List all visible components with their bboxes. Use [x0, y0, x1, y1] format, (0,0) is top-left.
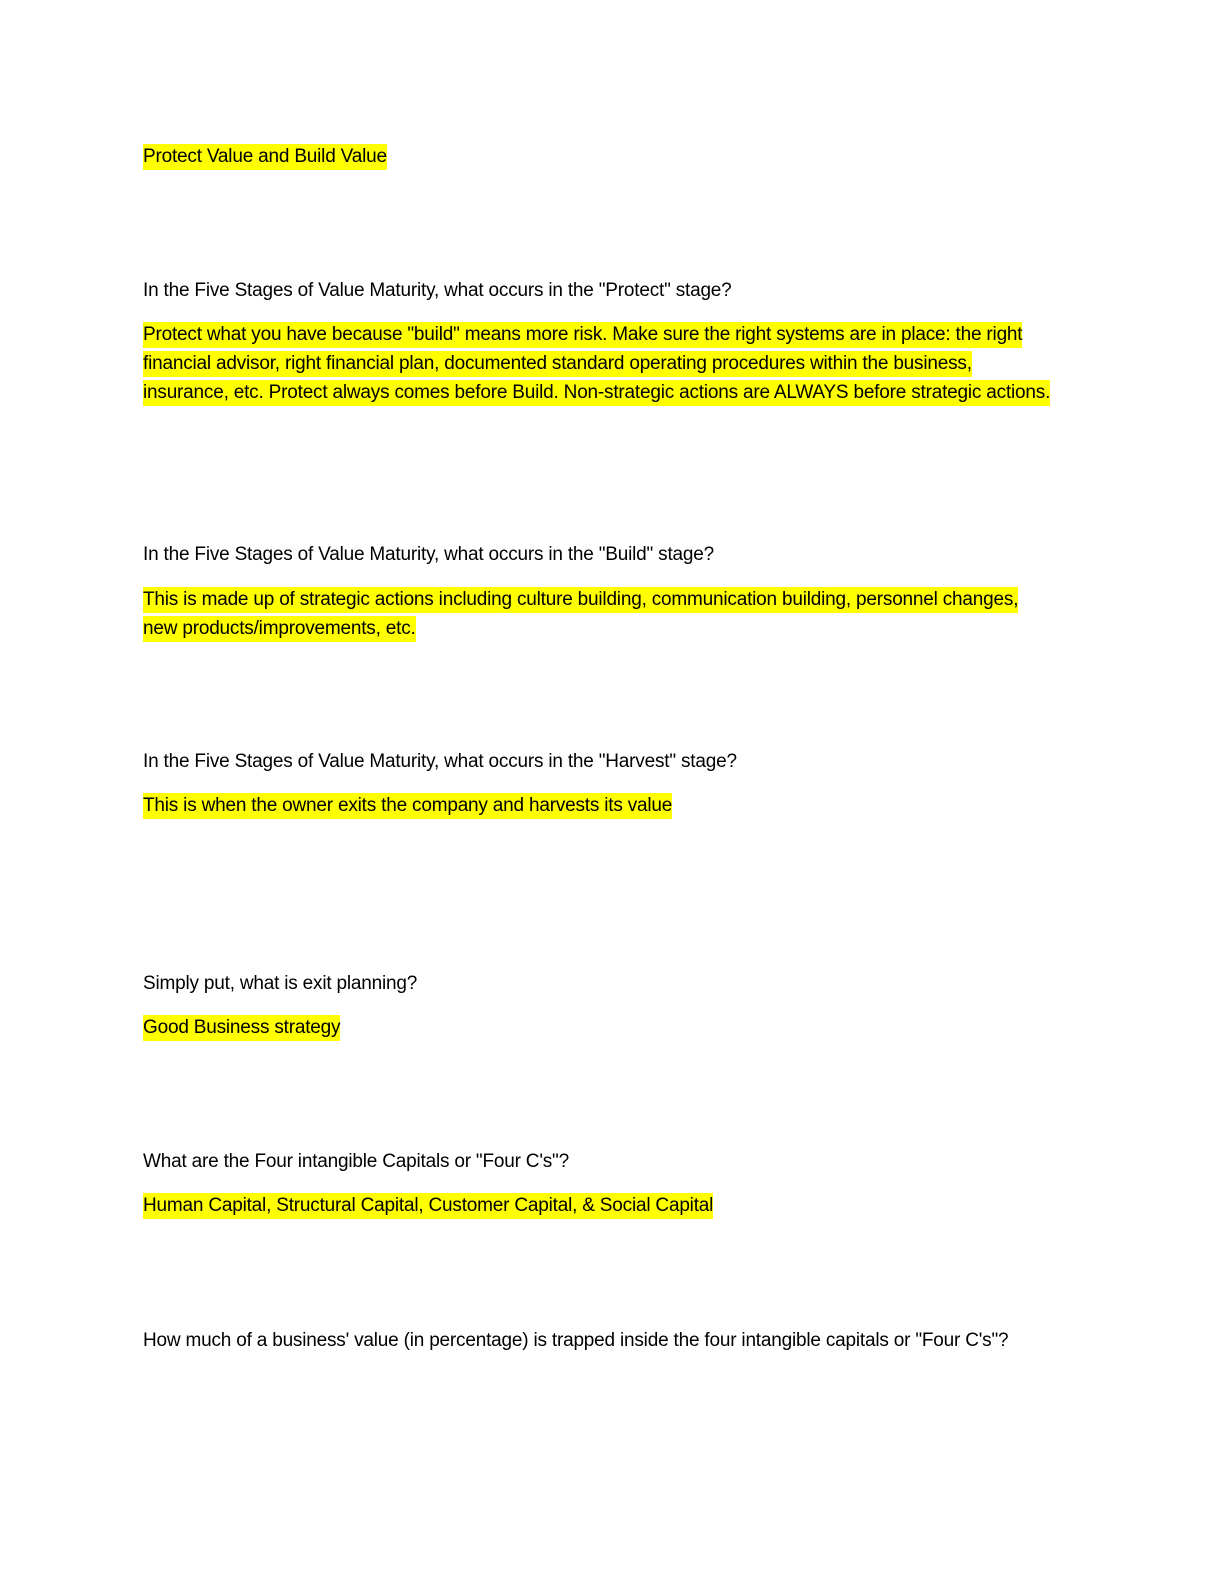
answer-protect-stage-block: [143, 320, 1053, 407]
question-exit-planning: Simply put, what is exit planning?: [143, 973, 418, 994]
question-four-cs: What are the Four intangible Capitals or "Four C's"?: [143, 1151, 569, 1172]
answer-build-stage: This is made up of strategic actions including culture building, communication building, personnel changes, new products/improvements, etc.: [143, 587, 1018, 642]
question-build-stage: In the Five Stages of Value Maturity, what occurs in the "Build" stage?: [143, 544, 714, 565]
question-protect-stage: In the Five Stages of Value Maturity, what occurs in the "Protect" stage?: [143, 280, 732, 301]
question-harvest-stage: In the Five Stages of Value Maturity, what occurs in the "Harvest" stage?: [143, 751, 737, 772]
answer-harvest-stage: This is when the owner exits the company and harvests its value: [143, 793, 672, 819]
answer-harvest-stage-block: [143, 791, 1053, 820]
answer-four-cs: Human Capital, Structural Capital, Customer Capital, & Social Capital: [143, 1193, 713, 1219]
heading-block: [143, 142, 1053, 171]
question-value-percentage: How much of a business' value (in percentage) is trapped inside the four intangible capitals or "Four C's"?: [143, 1330, 1009, 1351]
answer-build-stage-block: [143, 585, 1053, 643]
answer-four-cs-block: [143, 1191, 1053, 1220]
highlighted-title: Protect Value and Build Value: [143, 144, 387, 170]
answer-exit-planning-block: [143, 1013, 1053, 1042]
answer-exit-planning: Good Business strategy: [143, 1015, 340, 1041]
answer-protect-stage: Protect what you have because "build" means more risk. Make sure the right systems are in place: the right financial advisor, right financial plan, documented standard operating procedures within the business, insurance, etc. Protect always comes before Build. Non-strategic actions are ALWAYS before strategic actions.: [143, 322, 1050, 406]
